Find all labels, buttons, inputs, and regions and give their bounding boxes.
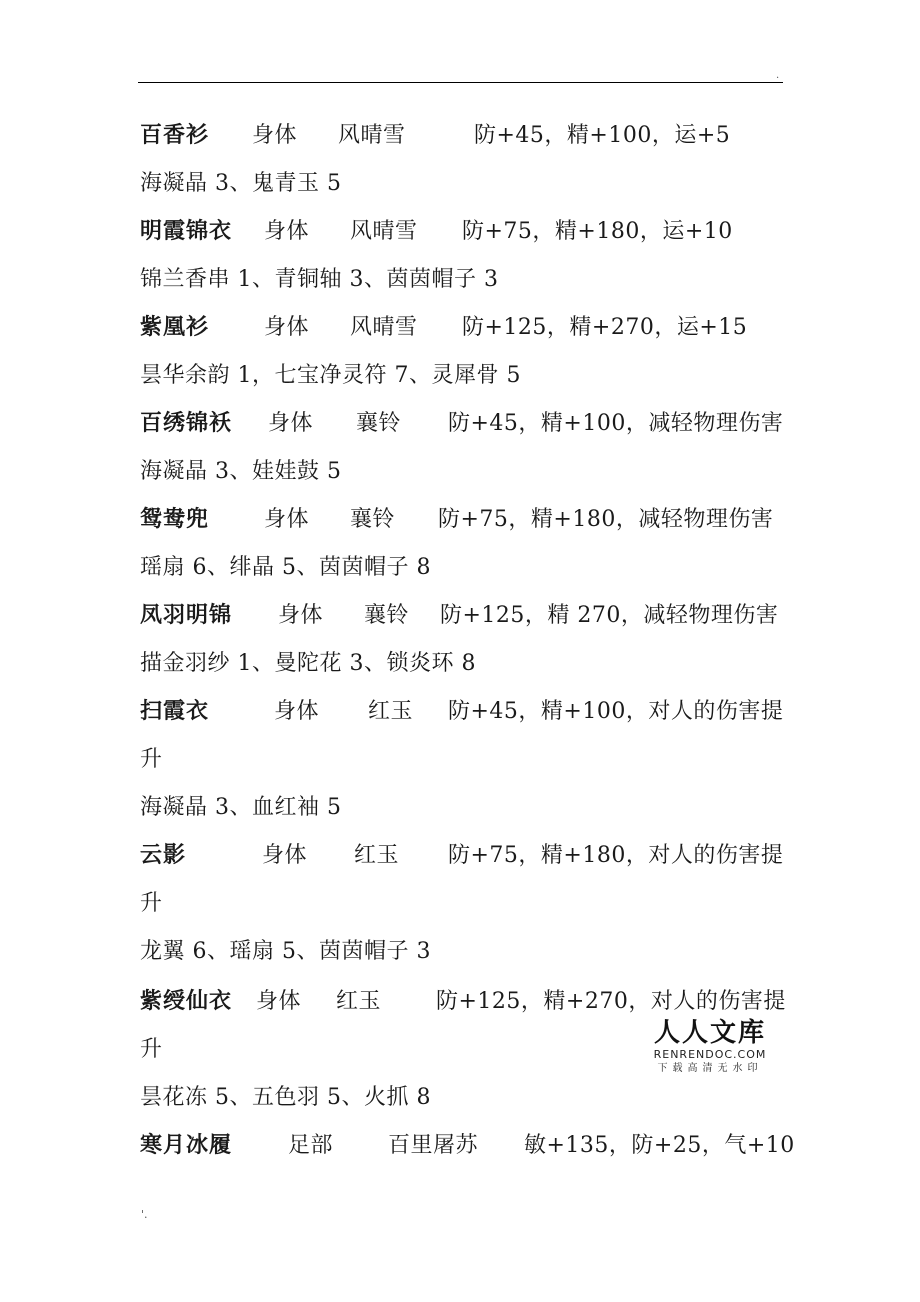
item-stats: 防+125，精 270，减轻物理伤害	[440, 603, 779, 628]
item-character: 红玉	[354, 843, 400, 868]
item-name: 紫凰衫	[140, 315, 210, 340]
item-stats: 防+45，精+100，对人的伤害提	[448, 699, 784, 724]
watermark-logo	[646, 1018, 774, 1076]
entry-line	[140, 1126, 795, 1166]
item-name: 百绣锦袄	[140, 411, 233, 436]
entry-line	[140, 692, 790, 732]
item-materials: 昙华余韵 1，七宝净灵符 7、灵犀骨 5	[140, 363, 521, 388]
item-stats-wrap: 升	[140, 1037, 163, 1062]
watermark-url: RENRENDOC.COM	[653, 1048, 767, 1061]
item-name: 明霞锦衣	[140, 219, 233, 244]
item-slot: 身体	[274, 699, 320, 724]
item-materials: 锦兰香串 1、青铜轴 3、茵茵帽子 3	[140, 267, 499, 292]
watermark-title: 人人文库	[653, 1018, 766, 1048]
item-character: 襄铃	[364, 603, 410, 628]
item-character: 百里屠苏	[388, 1133, 479, 1158]
item-name: 云影	[140, 843, 187, 868]
item-slot: 身体	[268, 411, 314, 436]
item-stats: 防+75，精+180，对人的伤害提	[448, 843, 784, 868]
item-character: 红玉	[368, 699, 414, 724]
materials-line	[140, 356, 790, 396]
entry-line	[140, 982, 790, 1022]
header-rule	[138, 82, 783, 83]
item-character: 风晴雪	[338, 123, 406, 148]
item-name: 扫霞衣	[140, 699, 210, 724]
watermark-subtitle: 下载高清无水印	[657, 1063, 763, 1074]
item-materials: 海凝晶 3、鬼青玉 5	[140, 171, 342, 196]
item-materials: 海凝晶 3、娃娃鼓 5	[140, 459, 342, 484]
item-materials: 描金羽纱 1、曼陀花 3、锁炎环 8	[140, 651, 476, 676]
footer-mark: '.	[141, 1208, 148, 1221]
item-materials: 昙花冻 5、五色羽 5、火抓 8	[140, 1085, 431, 1110]
item-stats: 防+75，精+180，运+10	[462, 219, 733, 244]
item-stats: 敏+135，防+25，气+10	[524, 1133, 795, 1158]
item-stats: 防+45，精+100，运+5	[474, 123, 731, 148]
header-mark: .	[776, 70, 780, 81]
item-name: 紫绶仙衣	[140, 989, 233, 1014]
item-name: 百香衫	[140, 123, 210, 148]
entry-line	[140, 596, 790, 636]
materials-line	[140, 260, 790, 300]
item-name: 凤羽明锦	[140, 603, 233, 628]
item-slot: 身体	[264, 507, 310, 532]
item-character: 襄铃	[356, 411, 402, 436]
entry-line	[140, 500, 790, 540]
materials-line	[140, 644, 790, 684]
item-slot: 身体	[278, 603, 324, 628]
materials-line	[140, 164, 790, 204]
item-materials: 海凝晶 3、血红袖 5	[140, 795, 342, 820]
item-stats-wrap: 升	[140, 891, 163, 916]
item-slot: 身体	[252, 123, 298, 148]
stats-wrap-line	[140, 740, 790, 780]
materials-line	[140, 932, 790, 972]
item-character: 风晴雪	[350, 315, 418, 340]
materials-line	[140, 452, 790, 492]
entry-line	[140, 308, 790, 348]
item-stats: 防+125，精+270，运+15	[462, 315, 748, 340]
item-name: 鸳鸯兜	[140, 507, 210, 532]
entry-line	[140, 212, 790, 252]
item-slot: 足部	[288, 1133, 334, 1158]
item-stats: 防+75，精+180，减轻物理伤害	[438, 507, 774, 532]
materials-line	[140, 1078, 790, 1118]
item-character: 风晴雪	[350, 219, 418, 244]
stats-wrap-line	[140, 884, 790, 924]
item-slot: 身体	[264, 315, 310, 340]
entry-line	[140, 836, 790, 876]
item-materials: 龙翼 6、瑶扇 5、茵茵帽子 3	[140, 939, 431, 964]
materials-line	[140, 788, 790, 828]
item-slot: 身体	[262, 843, 308, 868]
item-materials: 瑶扇 6、绯晶 5、茵茵帽子 8	[140, 555, 431, 580]
item-stats: 防+125，精+270，对人的伤害提	[436, 989, 786, 1014]
item-stats-wrap: 升	[140, 747, 163, 772]
item-name: 寒月冰履	[140, 1133, 233, 1158]
item-character: 襄铃	[350, 507, 396, 532]
materials-line	[140, 548, 790, 588]
entry-line	[140, 116, 790, 156]
entry-line	[140, 404, 790, 444]
item-character: 红玉	[336, 989, 382, 1014]
item-slot: 身体	[256, 989, 302, 1014]
item-stats: 防+45，精+100，减轻物理伤害	[448, 411, 784, 436]
item-slot: 身体	[264, 219, 310, 244]
